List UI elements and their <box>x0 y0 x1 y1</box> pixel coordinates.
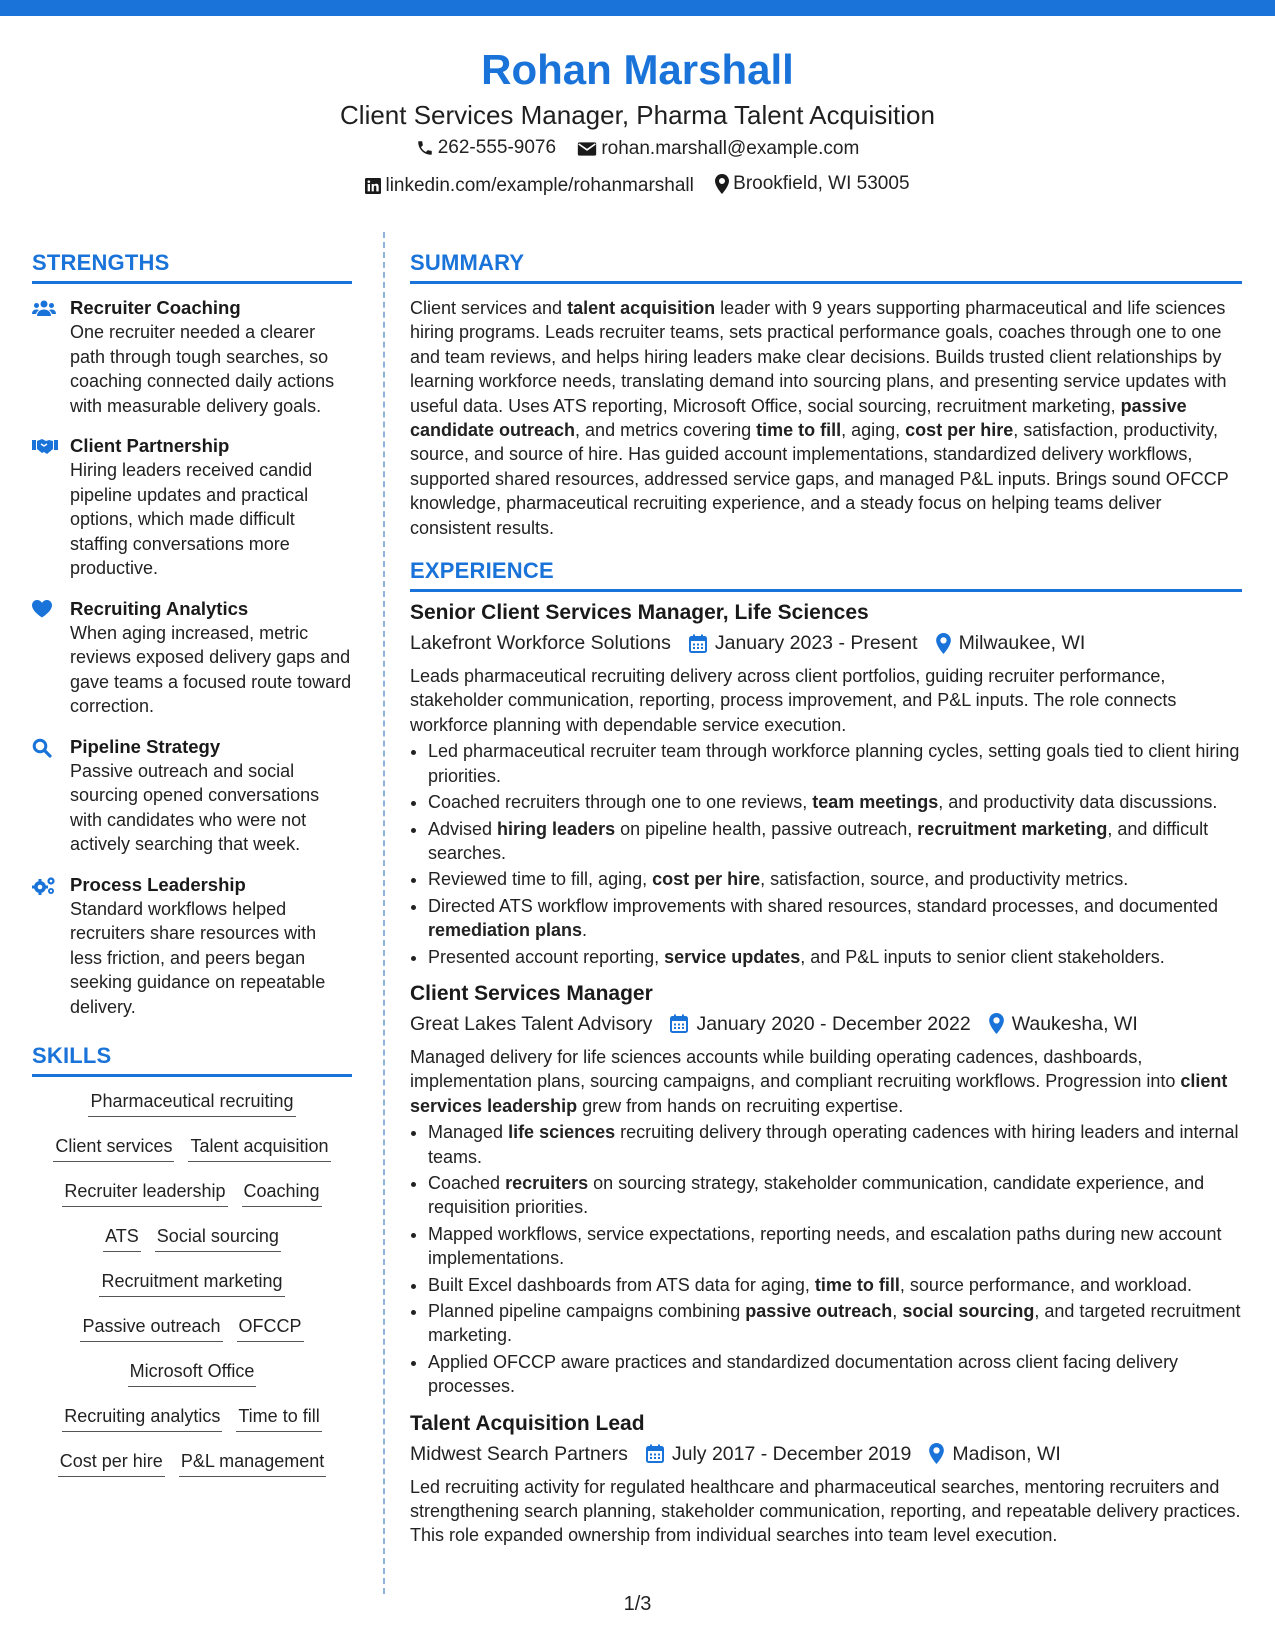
job-entry <box>410 979 1242 1399</box>
skill-row <box>32 1404 352 1434</box>
jobs-list <box>410 598 1242 1548</box>
linkedin-text: linkedin.com/example/rohanmarshall <box>385 175 694 196</box>
calendar-icon <box>689 634 707 653</box>
job-location: Milwaukee, WI <box>936 628 1086 658</box>
strength-desc: Standard workflows helped recruiters share resources with less friction, and peers began seeking guidance on repeatable delivery. <box>70 898 326 1017</box>
skill-tag: Talent acquisition <box>188 1134 330 1162</box>
strength-item <box>32 735 352 857</box>
strength-title: Recruiter Coaching <box>70 297 241 318</box>
job-bullet: • Led pharmaceutical recruiter team through workforce planning cycles, setting goals tied to client hiring priorities. <box>428 739 1242 788</box>
skill-tag: Recruitment marketing <box>99 1269 284 1297</box>
skill-tag: Cost per hire <box>58 1449 165 1477</box>
job-bullets <box>410 739 1242 969</box>
calendar-icon <box>646 1444 664 1463</box>
skill-tag: Time to fill <box>236 1404 321 1432</box>
job-title: Senior Client Services Manager, Life Sciences <box>410 601 869 625</box>
job-bullet: • Directed ATS workflow improvements with shared resources, standard processes, and documented remediation plans. <box>428 894 1242 943</box>
job-title: Talent Acquisition Lead <box>410 1411 645 1435</box>
top-accent-bar <box>0 0 1275 16</box>
job-bullet: • Planned pipeline campaigns combining passive outreach, social sourcing, and targeted recruitment marketing. <box>428 1299 1242 1348</box>
linkedin-icon <box>365 178 381 194</box>
strength-desc: Passive outreach and social sourcing opened conversations with candidates who were not actively searching that week. <box>70 760 320 854</box>
summary-heading: SUMMARY <box>410 250 525 275</box>
email-item[interactable] <box>577 133 859 165</box>
job-bullet: • Advised hiring leaders on pipeline health, passive outreach, recruitment marketing, and difficult searches. <box>428 817 1242 866</box>
skill-tag: P&L management <box>179 1449 326 1477</box>
job-bullets <box>410 1120 1242 1398</box>
skill-tag: Recruiter leadership <box>62 1179 227 1207</box>
skill-tag: Social sourcing <box>155 1224 281 1252</box>
right-column <box>410 248 1242 1558</box>
strength-item <box>32 434 352 581</box>
map-pin-icon <box>936 633 951 654</box>
experience-heading: EXPERIENCE <box>410 558 554 584</box>
job-dates: January 2020 - December 2022 <box>670 1009 970 1039</box>
skill-tag: Client services <box>53 1134 174 1162</box>
job-bullet: • Mapped workflows, service expectations, reporting needs, and escalation paths during new account implementations. <box>428 1222 1242 1271</box>
gears-icon <box>32 876 56 896</box>
strength-item <box>32 597 352 719</box>
job-dates: July 2017 - December 2019 <box>646 1439 912 1469</box>
skill-tag: Microsoft Office <box>128 1359 257 1387</box>
phone-text: 262-555-9076 <box>437 137 557 158</box>
strength-title: Process Leadership <box>70 873 246 895</box>
skill-tag: ATS <box>103 1224 141 1252</box>
contact-line-2 <box>0 168 1275 205</box>
strength-title: Client Partnership <box>70 435 230 456</box>
summary-text: Client services and talent acquisition leader with 9 years supporting pharmaceutical and life sciences hiring programs. Leads recruiter teams, sets practical performance goals, coaches through one to one and team reviews, and helps hiring leaders make clear decisions. Builds trusted client relationships by learning workforce needs, translating demand into sourcing plans, and presenting service updates with useful data. Uses ATS reporting, Microsoft Office, social sourcing, recruitment marketing, passive candidate outreach, and metrics covering time to fill, aging, cost per hire, satisfaction, productivity, source, and source of hire. Has guided account implementations, standardized delivery workflows, supported shared resources, addressed service gaps, and managed P&L inputs. Brings sound OFCCP knowledge, pharmaceutical recruiting experience, and a steady focus on helping teams deliver consistent results. <box>410 298 1229 538</box>
job-bullet: • Built Excel dashboards from ATS data for aging, time to fill, source performance, and workload. <box>428 1273 1242 1297</box>
skill-row <box>32 1224 352 1254</box>
linkedin-item[interactable] <box>365 170 693 202</box>
job-location: Madison, WI <box>929 1439 1060 1469</box>
candidate-title: Client Services Manager, Pharma Talent Acquisition <box>340 100 935 130</box>
section-rule <box>32 281 352 284</box>
location-item <box>715 168 909 200</box>
skill-row <box>32 1134 352 1164</box>
skill-tag: Coaching <box>242 1179 322 1207</box>
map-pin-icon <box>715 174 729 194</box>
job-meta <box>410 628 1242 658</box>
skills-heading: SKILLS <box>32 1043 112 1068</box>
job-meta <box>410 1009 1242 1039</box>
skill-row <box>32 1269 352 1299</box>
job-bullet: • Managed life sciences recruiting delivery through operating cadences with hiring leaders and internal teams. <box>428 1120 1242 1169</box>
handshake-icon <box>32 437 58 455</box>
heart-icon <box>32 600 52 618</box>
strengths-list <box>32 296 352 1019</box>
strengths-heading: STRENGTHS <box>32 250 170 275</box>
resume-header <box>0 44 1275 205</box>
job-company: Great Lakes Talent Advisory <box>410 1012 653 1035</box>
map-pin-icon <box>989 1013 1004 1034</box>
skill-tag: Recruiting analytics <box>62 1404 222 1432</box>
strength-title: Recruiting Analytics <box>70 597 249 619</box>
page-number: 1/3 <box>623 1593 652 1615</box>
job-description: Managed delivery for life sciences accounts while building operating cadences, dashboards, implementation plans, sourcing campaigns, and compliant recruiting workflows. Progression into client services leadership grew from hands on recruiting expertise. <box>410 1046 1228 1116</box>
strength-desc: Hiring leaders received candid pipeline updates and practical options, which made difficult staffing conversations more productive. <box>70 460 313 578</box>
skill-row <box>32 1449 352 1479</box>
section-rule <box>32 1074 352 1077</box>
calendar-icon <box>670 1014 688 1033</box>
column-divider <box>383 232 385 1594</box>
job-company: Midwest Search Partners <box>410 1442 628 1465</box>
job-entry <box>410 1409 1242 1548</box>
skill-tag: OFCCP <box>237 1314 304 1342</box>
job-meta <box>410 1439 1242 1469</box>
email-icon <box>577 141 597 157</box>
strength-desc: When aging increased, metric reviews exposed delivery gaps and gave teams a focused route toward correction. <box>70 622 352 716</box>
section-rule <box>410 589 1242 592</box>
users-icon <box>32 299 56 317</box>
strength-title: Pipeline Strategy <box>70 735 221 757</box>
skill-tag: Pharmaceutical recruiting <box>88 1089 295 1117</box>
phone-item[interactable] <box>416 132 556 164</box>
strength-item <box>32 873 352 1020</box>
job-title: Client Services Manager <box>410 981 653 1005</box>
skill-row <box>32 1314 352 1344</box>
location-text: Brookfield, WI 53005 <box>733 173 910 194</box>
job-bullet: • Presented account reporting, service updates, and P&L inputs to senior client stakeholders. <box>428 945 1242 969</box>
left-column <box>32 248 352 1494</box>
job-description: Leads pharmaceutical recruiting delivery across client portfolios, guiding recruiter performance, stakeholder communication, reporting, process improvement, and P&L inputs. The role connects workforce planning with dependable service execution. <box>410 666 1177 735</box>
job-description: Led recruiting activity for regulated healthcare and pharmaceutical searches, mentoring recruiters and strengthening search planning, stakeholder communication, reporting, and repeatable delivery practices. This role expanded ownership from individual searches into team level execution. <box>410 1476 1241 1546</box>
job-bullet: • Coached recruiters through one to one reviews, team meetings, and productivity data discussions. <box>428 790 1242 814</box>
phone-icon <box>416 139 434 157</box>
job-location: Waukesha, WI <box>989 1009 1138 1039</box>
job-bullet: • Applied OFCCP aware practices and standardized documentation across client facing delivery processes. <box>428 1350 1242 1399</box>
strength-item <box>32 296 352 418</box>
strength-desc: One recruiter needed a clearer path through tough searches, so coaching connected daily actions with measurable delivery goals. <box>70 322 335 416</box>
job-entry <box>410 598 1242 969</box>
contact-line-1 <box>0 132 1275 168</box>
skill-row <box>32 1089 352 1119</box>
job-company: Lakefront Workforce Solutions <box>410 632 671 655</box>
job-dates: January 2023 - Present <box>689 628 918 658</box>
skill-row <box>32 1359 352 1389</box>
email-text: rohan.marshall@example.com <box>601 138 860 159</box>
skills-list <box>32 1089 352 1479</box>
skill-row <box>32 1179 352 1209</box>
job-bullet: • Coached recruiters on sourcing strategy, stakeholder communication, candidate experience, and requisition priorities. <box>428 1171 1242 1220</box>
candidate-name: Rohan Marshall <box>481 46 794 93</box>
job-bullet: • Reviewed time to fill, aging, cost per hire, satisfaction, source, and productivity metrics. <box>428 867 1242 891</box>
search-icon <box>32 738 52 758</box>
section-rule <box>410 281 1242 284</box>
map-pin-icon <box>929 1443 944 1464</box>
skill-tag: Passive outreach <box>80 1314 222 1342</box>
